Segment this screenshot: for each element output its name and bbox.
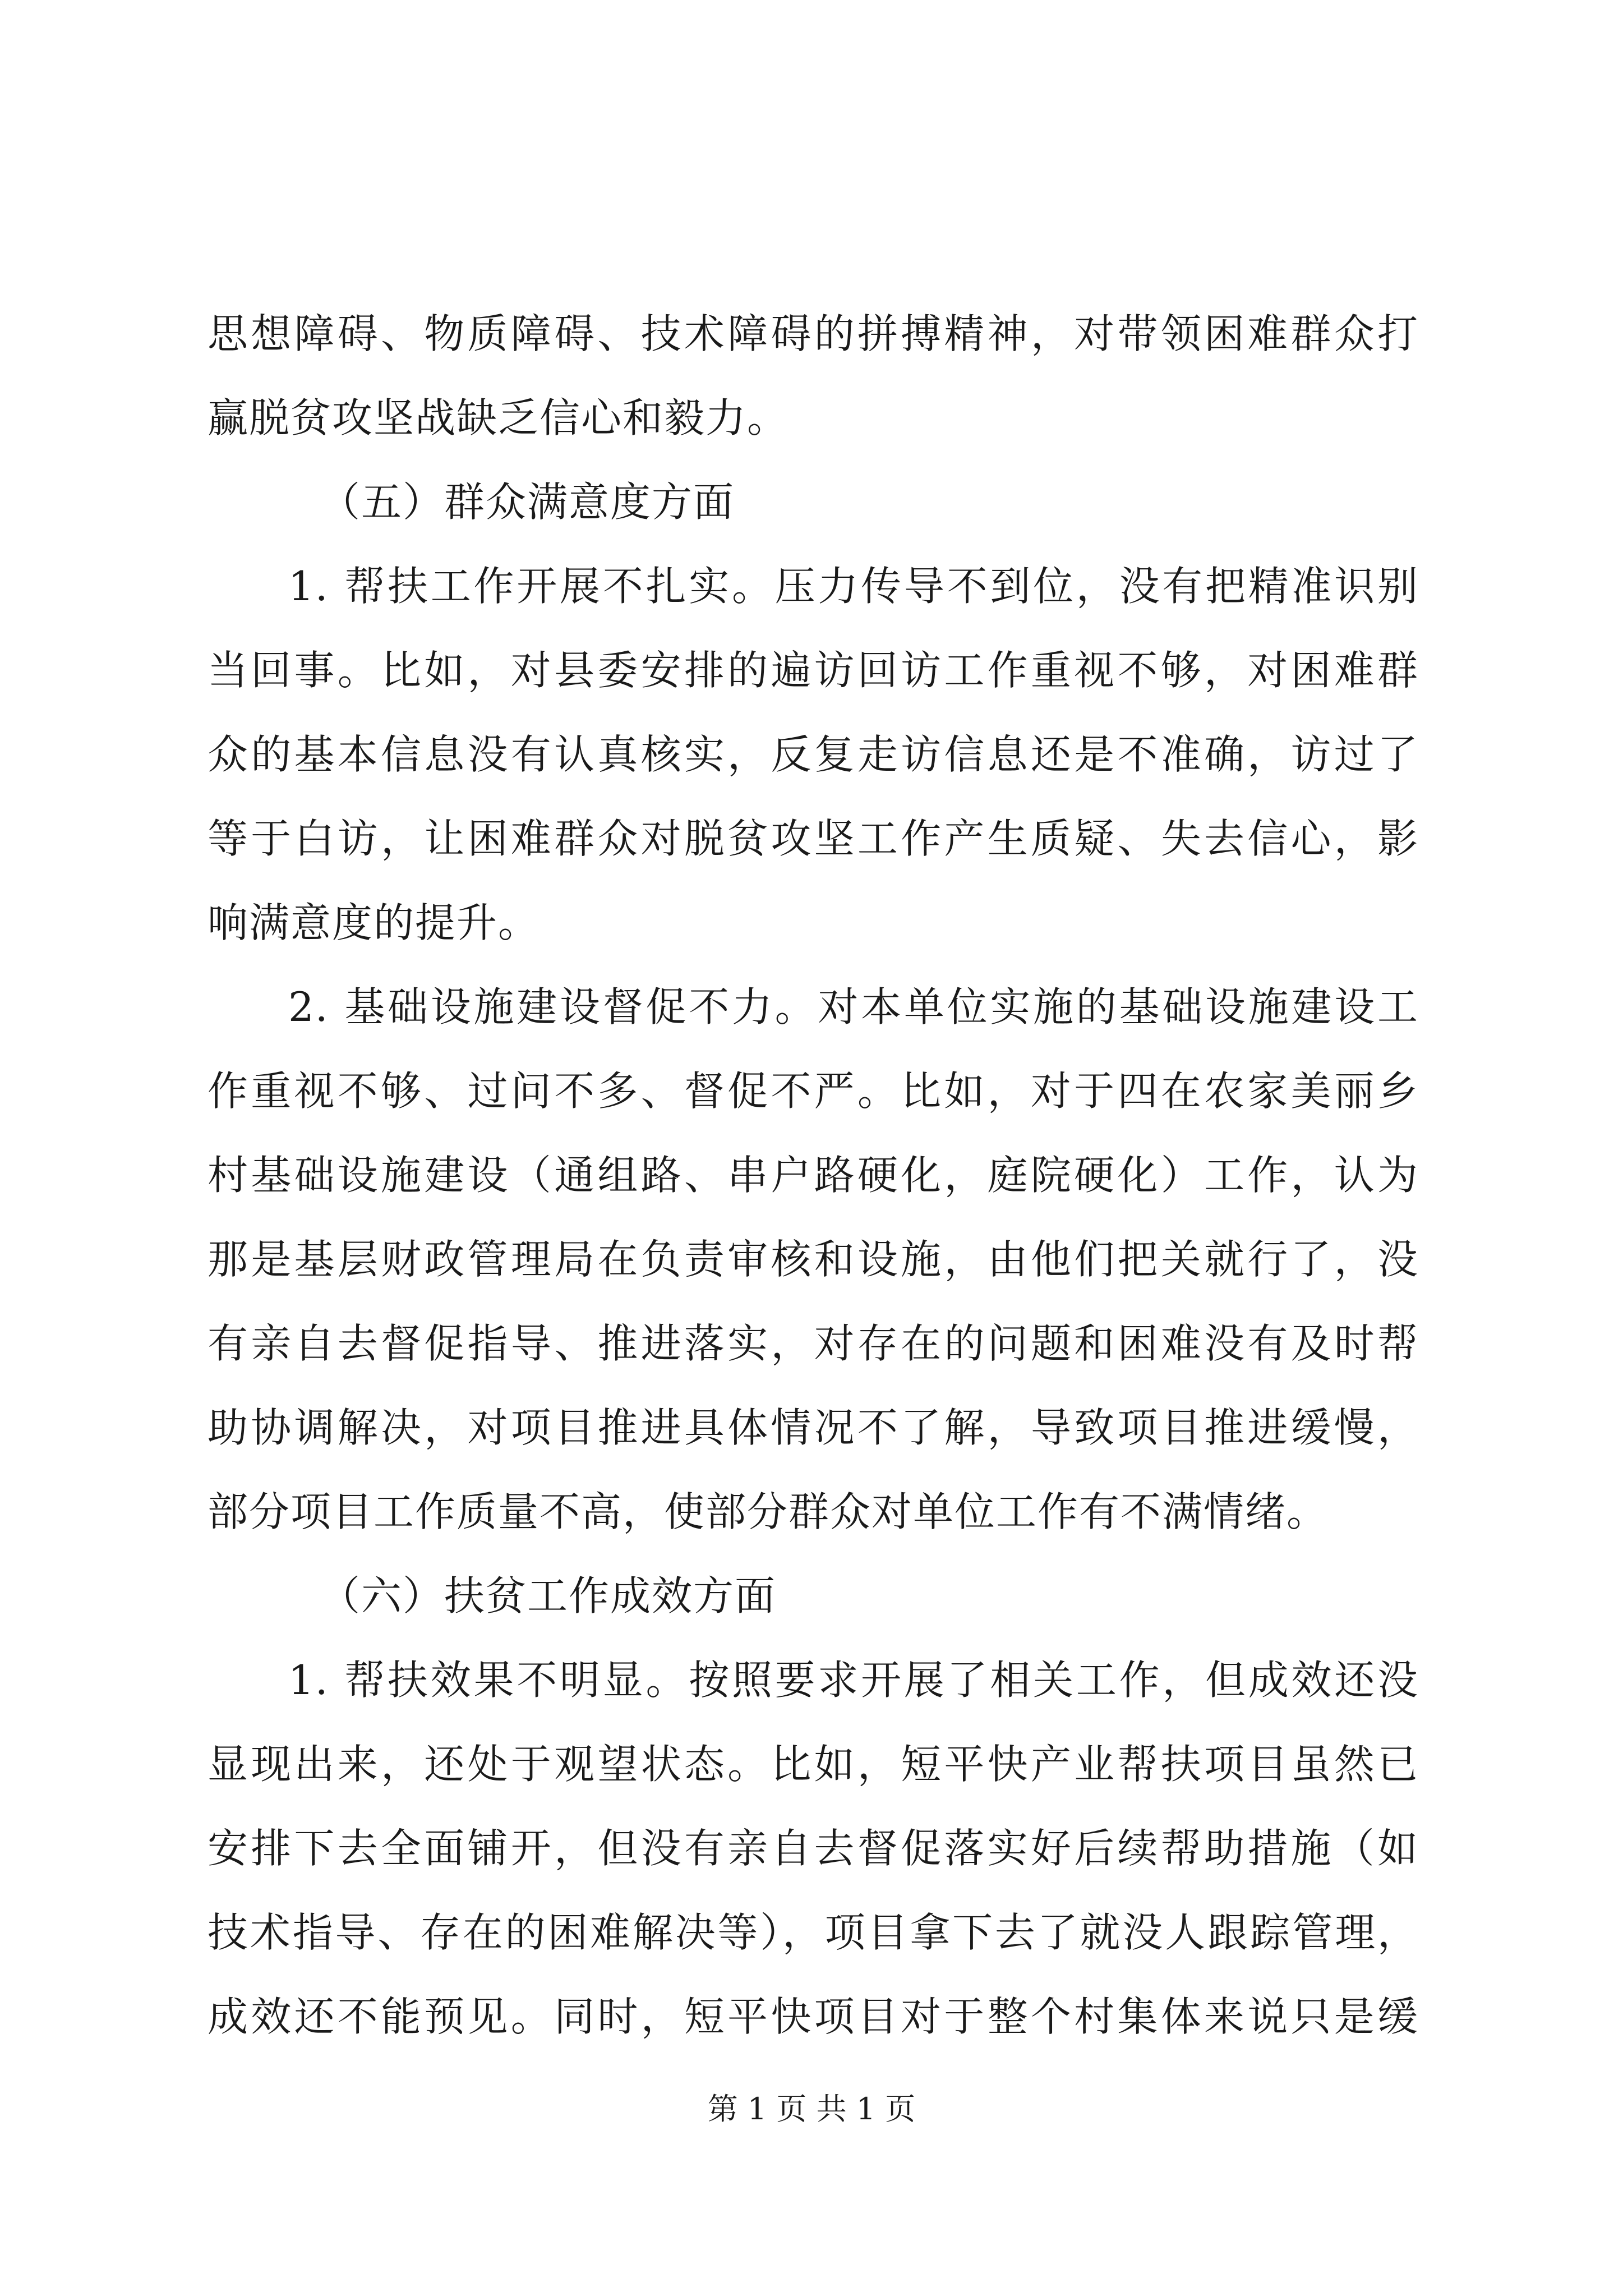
text-line: 显现出来，还处于观望状态。比如，短平快产业帮扶项目虽然已 <box>208 1741 1419 1788</box>
document-body <box>208 292 1419 2059</box>
text-line: 村基础设施建设（通组路、串户路硬化，庭院硬化）工作，认为 <box>208 1152 1419 1199</box>
paragraph <box>208 965 1419 1554</box>
paragraph <box>208 1638 1419 2059</box>
paragraph <box>208 544 1419 965</box>
text-line: 成效还不能预见。同时，短平快项目对于整个村集体来说只是缓 <box>208 1993 1419 2040</box>
page-footer <box>0 2087 1623 2132</box>
text-line: 响满意度的提升。 <box>208 899 540 946</box>
text-line: 赢脱贫攻坚战缺乏信心和毅力。 <box>208 394 789 441</box>
text-line: 当回事。比如，对县委安排的遍访回访工作重视不够，对困难群 <box>208 647 1419 694</box>
text-line: 等于白访，让困难群众对脱贫攻坚工作产生质疑、失去信心，影 <box>208 815 1419 862</box>
text-line: 思想障碍、物质障碍、技术障碍的拼搏精神，对带领困难群众打 <box>208 310 1419 357</box>
text-line: 助协调解决，对项目推进具体情况不了解，导致项目推进缓慢， <box>208 1404 1419 1451</box>
text-line: 众的基本信息没有认真核实，反复走访信息还是不准确，访过了 <box>208 731 1419 778</box>
text-line: 有亲自去督促指导、推进落实，对存在的问题和困难没有及时帮 <box>208 1320 1419 1367</box>
text-line: 部分项目工作质量不高，使部分群众对单位工作有不满情绪。 <box>208 1488 1329 1535</box>
text-line: 安排下去全面铺开，但没有亲自去督促落实好后续帮助措施（如 <box>208 1825 1419 1872</box>
text-line: 1. 帮扶效果不明显。按照要求开展了相关工作，但成效还没 <box>288 1657 1419 1704</box>
text-line: 那是基层财政管理局在负责审核和设施，由他们把关就行了，没 <box>208 1236 1419 1283</box>
section-heading: （五）群众满意度方面 <box>320 478 735 526</box>
page-number-label: 第 1 页 共 1 页 <box>707 2091 916 2127</box>
section-heading: （六）扶贫工作成效方面 <box>320 1572 777 1619</box>
text-line: 2. 基础设施建设督促不力。对本单位实施的基础设施建设工 <box>288 983 1419 1030</box>
text-line: 作重视不够、过问不多、督促不严。比如，对于四在农家美丽乡 <box>208 1068 1419 1115</box>
text-line: 技术指导、存在的困难解决等），项目拿下去了就没人跟踪管理， <box>208 1909 1419 1956</box>
text-line: 1. 帮扶工作开展不扎实。压力传导不到位，没有把精准识别 <box>288 563 1419 610</box>
paragraph <box>208 292 1419 460</box>
